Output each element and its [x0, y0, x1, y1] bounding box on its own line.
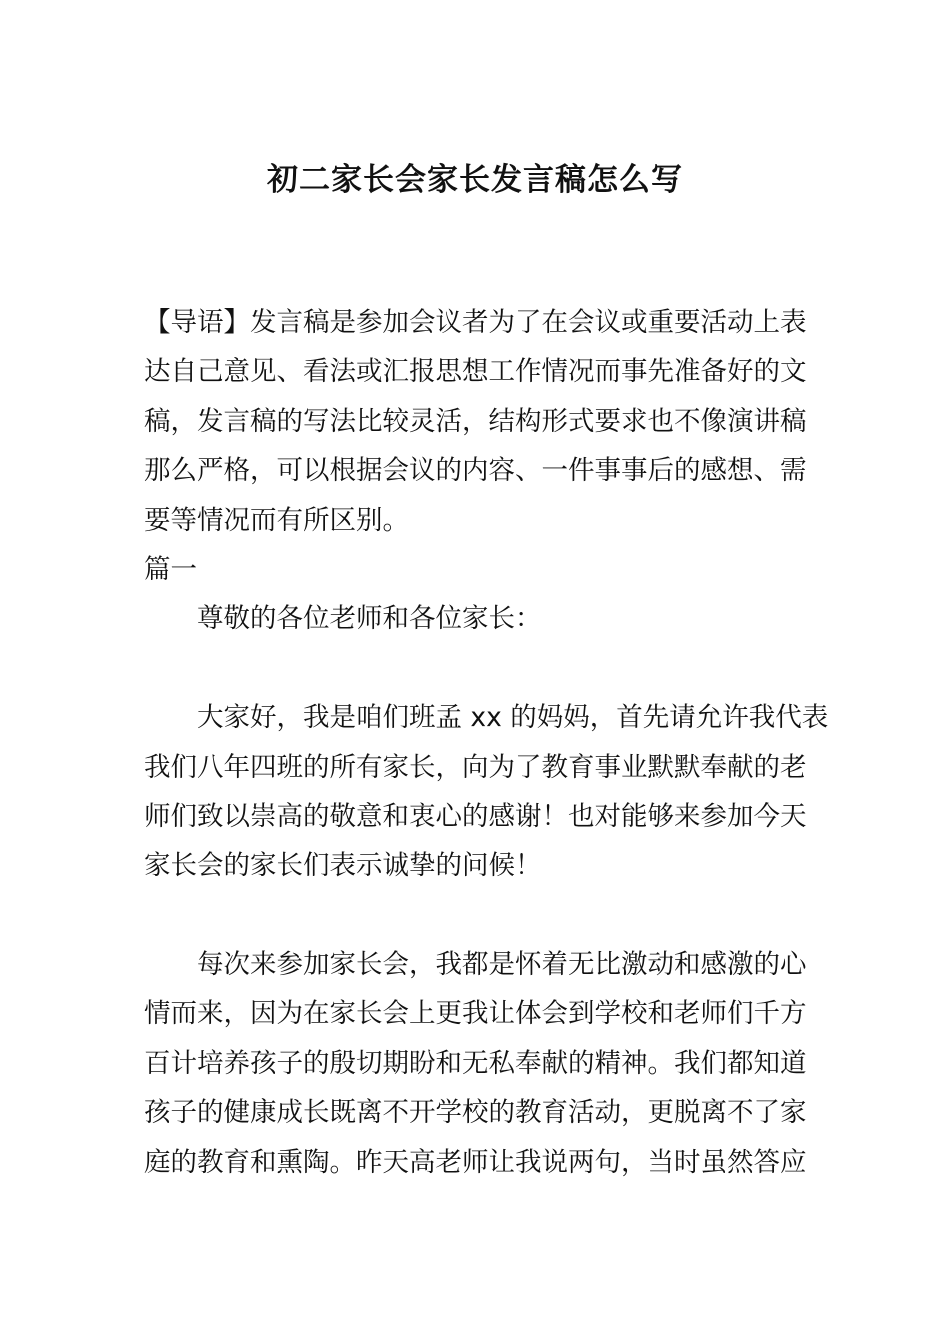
paragraph-spacer: [144, 891, 808, 940]
paragraph-line: 家长会的家长们表示诚挚的问候！: [144, 850, 542, 882]
paragraph-line: 师们致以崇高的敬意和衷心的感谢！也对能够来参加今天: [144, 800, 807, 832]
paragraph-line: 情而来，因为在家长会上更我让体会到学校和老师们千方: [144, 998, 807, 1030]
greeting: 尊敬的各位老师和各位家长：: [197, 603, 542, 635]
paragraph-line: 庭的教育和熏陶。昨天高老师让我说两句，当时虽然答应: [144, 1146, 807, 1178]
paragraph-line: 每次来参加家长会，我都是怀着无比激动和感激的心: [197, 949, 807, 981]
intro-line: 稿，发言稿的写法比较灵活，结构形式要求也不像演讲稿: [144, 405, 807, 437]
paragraph-line: 百计培养孩子的殷切期盼和无私奉献的精神。我们都知道: [144, 1047, 807, 1079]
paragraph-line: 大家好，我是咱们班孟 xx 的妈妈，首先请允许我代表: [197, 702, 829, 734]
intro-line: 达自己意见、看法或汇报思想工作情况而事先准备好的文: [144, 356, 807, 388]
section-heading: 篇一: [144, 553, 197, 585]
document-title: 初二家长会家长发言稿怎么写: [267, 162, 683, 198]
intro-line: 那么严格，可以根据会议的内容、一件事事后的感想、需: [144, 455, 807, 487]
paragraph-spacer: [144, 644, 808, 693]
intro-line: 要等情况而有所区别。: [144, 504, 409, 536]
paragraph-line: 孩子的健康成长既离不开学校的教育活动，更脱离不了家: [144, 1097, 807, 1129]
document-body: [144, 298, 829, 1187]
intro-line: 【导语】发言稿是参加会议者为了在会议或重要活动上表: [144, 307, 807, 338]
paragraph-line: 我们八年四班的所有家长，向为了教育事业默默奉献的老: [144, 751, 807, 783]
